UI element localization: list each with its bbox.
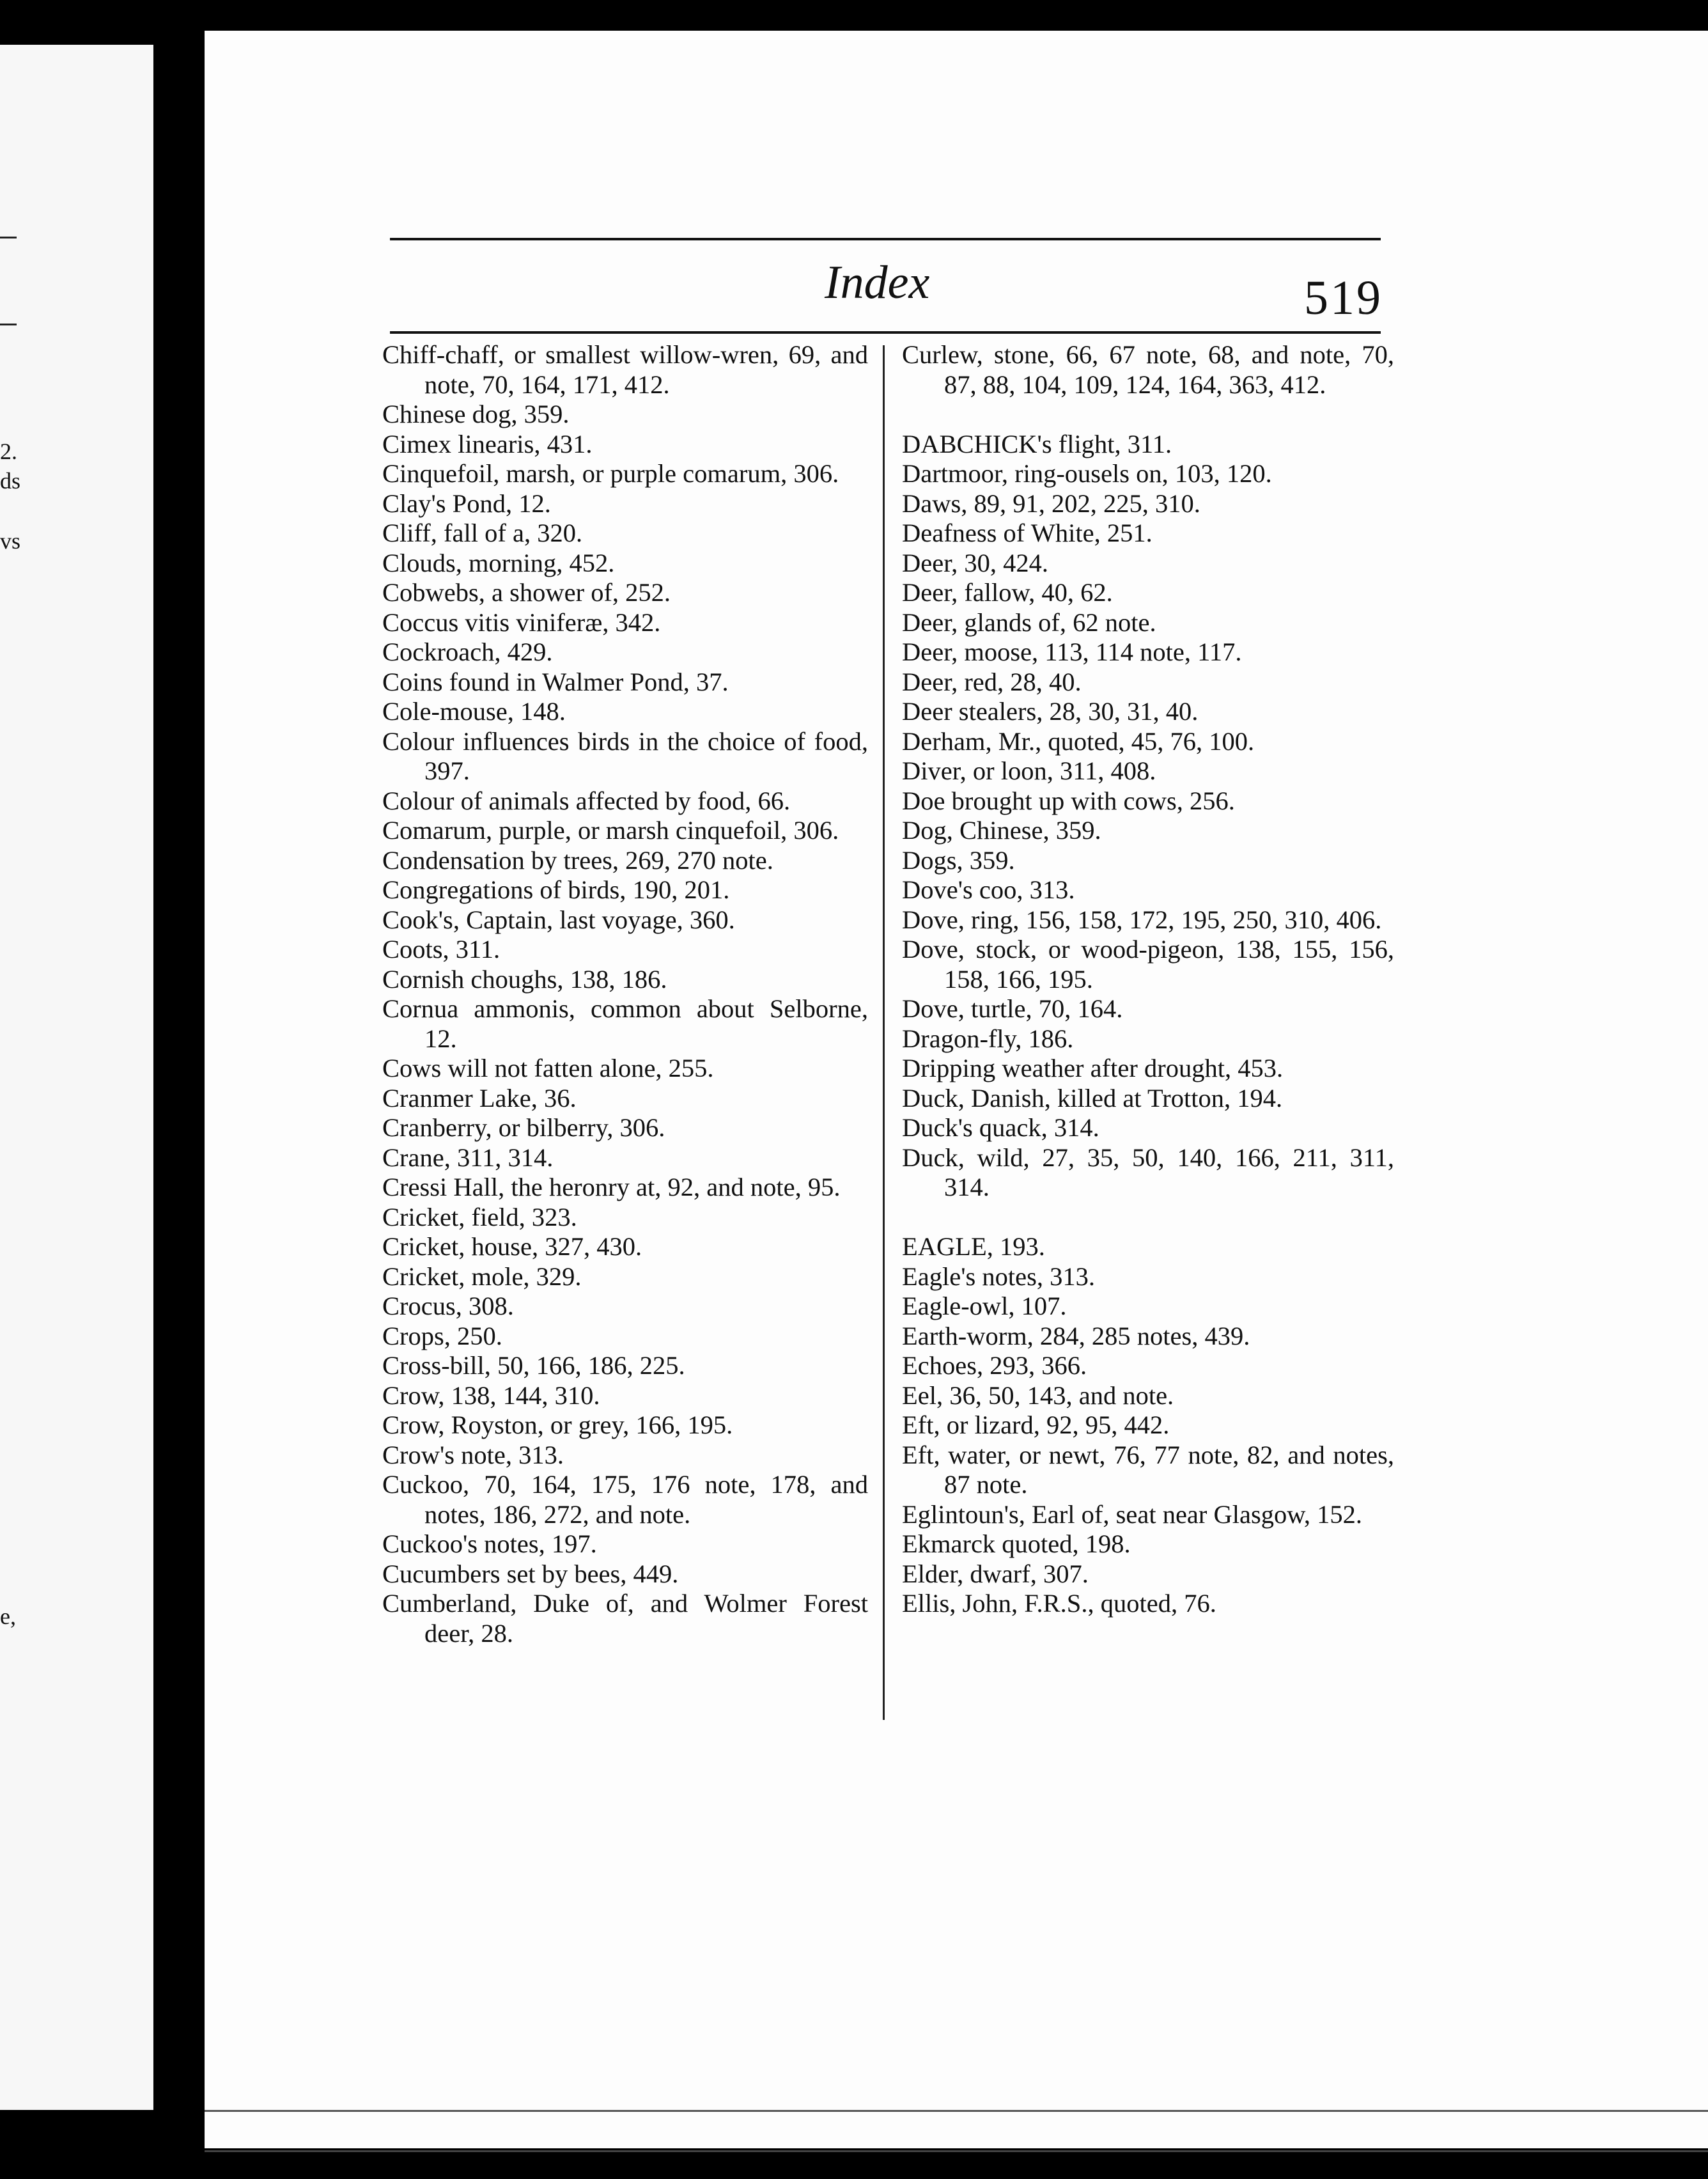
index-entry: Dove's coo, 313. [902, 875, 1075, 904]
left-page-fragment: vs [0, 528, 21, 554]
index-entry: Cook's, Captain, last voyage, 360. [382, 905, 735, 934]
index-entry: Coins found in Walmer Pond, 37. [382, 667, 729, 696]
index-entry: Cricket, field, 323. [382, 1202, 577, 1231]
index-entry: Cucumbers set by bees, 449. [382, 1559, 679, 1588]
index-entry: Cumberland, Duke of, and Wolmer Forest deer, 28. [382, 1589, 868, 1648]
index-entry: Earth-worm, 284, 285 notes, 439. [902, 1321, 1250, 1350]
index-entry: Clay's Pond, 12. [382, 488, 551, 518]
index-column-left [382, 340, 868, 1648]
section-gap [902, 400, 1394, 430]
index-entry: Echoes, 293, 366. [902, 1351, 1087, 1380]
index-entry: Crane, 311, 314. [382, 1143, 554, 1172]
index-entry: Daws, 89, 91, 202, 225, 310. [902, 488, 1200, 518]
index-entry: Ellis, John, F.R.S., quoted, 76. [902, 1589, 1216, 1618]
index-entry: Eft, or lizard, 92, 95, 442. [902, 1410, 1170, 1439]
index-entry: Crops, 250. [382, 1321, 502, 1350]
left-page-fragment: e, [0, 1604, 16, 1629]
index-entry: Deer, 30, 424. [902, 548, 1048, 577]
index-entry: Chiff-chaff, or smallest willow-wren, 69, and note, 70, 164, 171, 412. [382, 340, 868, 399]
index-entry: Diver, or loon, 311, 408. [902, 756, 1156, 785]
index-entry: Dragon-fly, 186. [902, 1024, 1074, 1053]
header-rule [390, 331, 1381, 334]
index-entry: Cross-bill, 50, 166, 186, 225. [382, 1351, 685, 1380]
index-entry: Eft, water, or newt, 76, 77 note, 82, and notes, 87 note. [902, 1440, 1394, 1499]
index-entry: Curlew, stone, 66, 67 note, 68, and note, 70, 87, 88, 104, 109, 124, 164, 363, 412. [902, 340, 1394, 399]
index-entry: Cornua ammonis, common about Selborne, 12. [382, 994, 868, 1053]
index-entry: Crow, Royston, or grey, 166, 195. [382, 1410, 733, 1439]
index-entry: Comarum, purple, or marsh cinquefoil, 306. [382, 816, 839, 845]
index-entry: Congregations of birds, 190, 201. [382, 875, 730, 904]
index-entry: Duck's quack, 314. [902, 1113, 1099, 1142]
index-entry: Cinquefoil, marsh, or purple comarum, 306. [382, 459, 839, 488]
index-entry: Cressi Hall, the heronry at, 92, and note, 95. [382, 1173, 841, 1201]
index-entry: Crocus, 308. [382, 1292, 514, 1320]
index-entry: Deer, glands of, 62 note. [902, 607, 1156, 637]
index-entry: Derham, Mr., quoted, 45, 76, 100. [902, 726, 1255, 756]
index-entry: Deer, moose, 113, 114 note, 117. [902, 637, 1242, 666]
index-entry: Dogs, 359. [902, 845, 1015, 875]
index-entry: Colour of animals affected by food, 66. [382, 786, 791, 815]
index-entry: Cuckoo, 70, 164, 175, 176 note, 178, and notes, 186, 272, and note. [382, 1470, 868, 1529]
left-page-edge [0, 45, 153, 2110]
left-page-rule [0, 324, 17, 325]
index-entry: Deafness of White, 251. [902, 519, 1153, 547]
index-entry: Cranberry, or bilberry, 306. [382, 1113, 665, 1142]
page-stack-edge [205, 2110, 1708, 2152]
index-entry: Dove, stock, or wood-pigeon, 138, 155, 156, 158, 166, 195. [902, 935, 1394, 994]
index-entry: Cliff, fall of a, 320. [382, 519, 583, 547]
index-entry: Dartmoor, ring-ousels on, 103, 120. [902, 459, 1272, 488]
index-entry: Elder, dwarf, 307. [902, 1559, 1089, 1588]
index-entry: Cole-mouse, 148. [382, 697, 566, 726]
index-entry: Deer, red, 28, 40. [902, 667, 1082, 696]
index-entry: Eel, 36, 50, 143, and note. [902, 1380, 1174, 1410]
index-entry: Eagle-owl, 107. [902, 1292, 1067, 1320]
left-page-fragment: ds [0, 468, 21, 494]
index-column-right [902, 340, 1394, 1619]
index-entry: Cuckoo's notes, 197. [382, 1529, 597, 1558]
index-entry: Deer, fallow, 40, 62. [902, 578, 1113, 607]
header-rule [390, 238, 1381, 240]
column-divider [883, 345, 885, 1720]
index-entry: Coots, 311. [382, 935, 501, 964]
page-number: 519 [1304, 271, 1383, 325]
index-entry: Condensation by trees, 269, 270 note. [382, 845, 773, 875]
index-entry: Ekmarck quoted, 198. [902, 1529, 1131, 1558]
index-entry: Dove, ring, 156, 158, 172, 195, 250, 310, 406. [902, 905, 1382, 934]
index-entry: Coccus vitis viniferæ, 342. [382, 607, 661, 637]
index-entry: Clouds, morning, 452. [382, 548, 615, 577]
section-gap [902, 1203, 1394, 1233]
index-entry: Duck, Danish, killed at Trotton, 194. [902, 1083, 1283, 1113]
index-entry: Cricket, house, 327, 430. [382, 1232, 642, 1261]
running-title: Index [825, 256, 930, 309]
index-entry: Dog, Chinese, 359. [902, 816, 1101, 845]
left-page-fragment: 2. [0, 439, 17, 464]
index-entry: Cockroach, 429. [382, 637, 553, 666]
index-entry: Cimex linearis, 431. [382, 429, 593, 458]
index-entry: Cobwebs, a shower of, 252. [382, 578, 671, 607]
index-entry: Duck, wild, 27, 35, 50, 140, 166, 211, 311, 314. [902, 1143, 1394, 1201]
index-entry: Dove, turtle, 70, 164. [902, 994, 1123, 1023]
index-entry: Crow, 138, 144, 310. [382, 1380, 600, 1410]
left-page-rule [0, 237, 17, 238]
index-entry: Cranmer Lake, 36. [382, 1083, 577, 1113]
index-entry: Chinese dog, 359. [382, 400, 570, 428]
index-entry: Cornish choughs, 138, 186. [382, 964, 667, 994]
index-entry: Eagle's notes, 313. [902, 1261, 1095, 1291]
index-entry: Deer stealers, 28, 30, 31, 40. [902, 697, 1199, 726]
index-entry: Cows will not fatten alone, 255. [382, 1054, 714, 1082]
index-entry: Cricket, mole, 329. [382, 1261, 582, 1291]
index-entry: DABCHICK's flight, 311. [902, 429, 1172, 458]
index-entry: Crow's note, 313. [382, 1440, 564, 1469]
index-entry: Doe brought up with cows, 256. [902, 786, 1235, 815]
index-entry: Eglintoun's, Earl of, seat near Glasgow, 152. [902, 1499, 1363, 1529]
index-entry: EAGLE, 193. [902, 1232, 1045, 1261]
index-entry: Colour influences birds in the choice of food, 397. [382, 726, 868, 785]
index-entry: Dripping weather after drought, 453. [902, 1054, 1284, 1082]
